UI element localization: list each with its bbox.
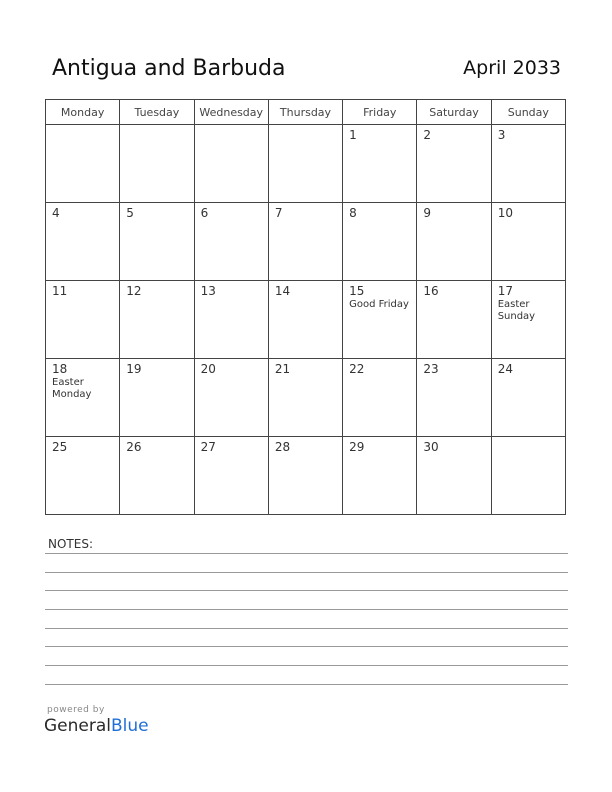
day-cell: [120, 125, 194, 203]
powered-by-text: powered by: [47, 705, 105, 715]
weekday-monday: Monday: [46, 100, 120, 125]
day-cell: [491, 437, 565, 515]
day-cell: [491, 125, 565, 203]
day-number: 24: [497, 362, 513, 376]
day-number: 5: [126, 206, 134, 220]
day-cell: [417, 437, 491, 515]
day-cell: [268, 203, 342, 281]
day-number: 11: [52, 284, 68, 298]
day-number: 7: [274, 206, 283, 220]
day-cell: [194, 437, 268, 515]
day-number: 23: [423, 362, 439, 376]
calendar-month-title: April 2033: [463, 57, 561, 79]
day-cell: [46, 203, 120, 281]
day-number: 10: [497, 206, 513, 220]
day-cell: [268, 125, 342, 203]
holiday-label: Good Friday: [349, 299, 409, 310]
day-number: 22: [349, 362, 365, 376]
day-cell: [491, 203, 565, 281]
day-cell: [268, 281, 342, 359]
day-cell: [417, 359, 491, 437]
note-line: [45, 646, 568, 647]
day-number: 16: [423, 284, 439, 298]
week-row: [46, 281, 566, 359]
note-line: [45, 572, 568, 573]
day-number: 27: [200, 440, 216, 454]
day-number: 15: [349, 284, 365, 298]
day-cell: [194, 203, 268, 281]
day-number: 4: [52, 206, 60, 220]
day-number: 19: [126, 362, 142, 376]
weekday-tuesday: Tuesday: [120, 100, 194, 125]
day-number: 25: [52, 440, 68, 454]
week-row: [46, 203, 566, 281]
day-cell: [194, 281, 268, 359]
logo-general: General: [44, 716, 111, 736]
day-number: 29: [349, 440, 365, 454]
day-number: 3: [497, 128, 506, 142]
day-cell: [194, 125, 268, 203]
generalblue-logo: [44, 716, 149, 736]
day-cell: [120, 203, 194, 281]
day-number: 9: [423, 206, 432, 220]
weekday-saturday: Saturday: [417, 100, 491, 125]
weekday-friday: Friday: [343, 100, 417, 125]
weekday-sunday: Sunday: [491, 100, 565, 125]
day-cell: [343, 437, 417, 515]
day-cell: [46, 125, 120, 203]
weekday-wednesday: Wednesday: [194, 100, 268, 125]
day-cell: [46, 359, 120, 437]
notes-label: NOTES:: [48, 537, 93, 551]
day-cell: [194, 359, 268, 437]
day-cell: [491, 281, 565, 359]
day-number: 28: [274, 440, 291, 454]
holiday-label: Easter Monday: [52, 377, 92, 400]
holiday-label: Easter Sunday: [497, 299, 536, 322]
day-cell: [120, 437, 194, 515]
day-number: 6: [200, 206, 209, 220]
day-number: 13: [200, 284, 216, 298]
day-cell: [268, 359, 342, 437]
week-row: [46, 359, 566, 437]
logo-blue: Blue: [111, 716, 149, 736]
calendar-grid: [45, 99, 566, 515]
day-cell: [417, 281, 491, 359]
day-number: 18: [52, 362, 68, 376]
note-line: [45, 609, 568, 610]
day-cell: [343, 281, 417, 359]
day-number: 8: [349, 206, 357, 220]
day-cell: [120, 281, 194, 359]
day-number: 14: [274, 284, 291, 298]
day-number: 17: [497, 284, 513, 298]
day-cell: [343, 125, 417, 203]
day-number: 21: [274, 362, 291, 376]
day-number: 2: [423, 128, 432, 142]
day-cell: [417, 203, 491, 281]
day-cell: [343, 203, 417, 281]
note-line: [45, 628, 568, 629]
note-line: [45, 684, 568, 685]
day-cell: [120, 359, 194, 437]
day-cell: [417, 125, 491, 203]
day-number: 26: [126, 440, 142, 454]
day-number: 20: [200, 362, 216, 376]
weekday-header-row: [46, 100, 566, 125]
note-line: [45, 590, 568, 591]
calendar-country-title: Antigua and Barbuda: [52, 56, 286, 81]
day-number: 30: [423, 440, 439, 454]
week-row: [46, 437, 566, 515]
day-cell: [268, 437, 342, 515]
day-cell: [343, 359, 417, 437]
day-number: 12: [126, 284, 142, 298]
note-line: [45, 553, 568, 554]
weekday-thursday: Thursday: [268, 100, 342, 125]
note-line: [45, 665, 568, 666]
day-cell: [46, 437, 120, 515]
day-cell: [491, 359, 565, 437]
week-row: [46, 125, 566, 203]
day-cell: [46, 281, 120, 359]
day-number: 1: [349, 128, 357, 142]
